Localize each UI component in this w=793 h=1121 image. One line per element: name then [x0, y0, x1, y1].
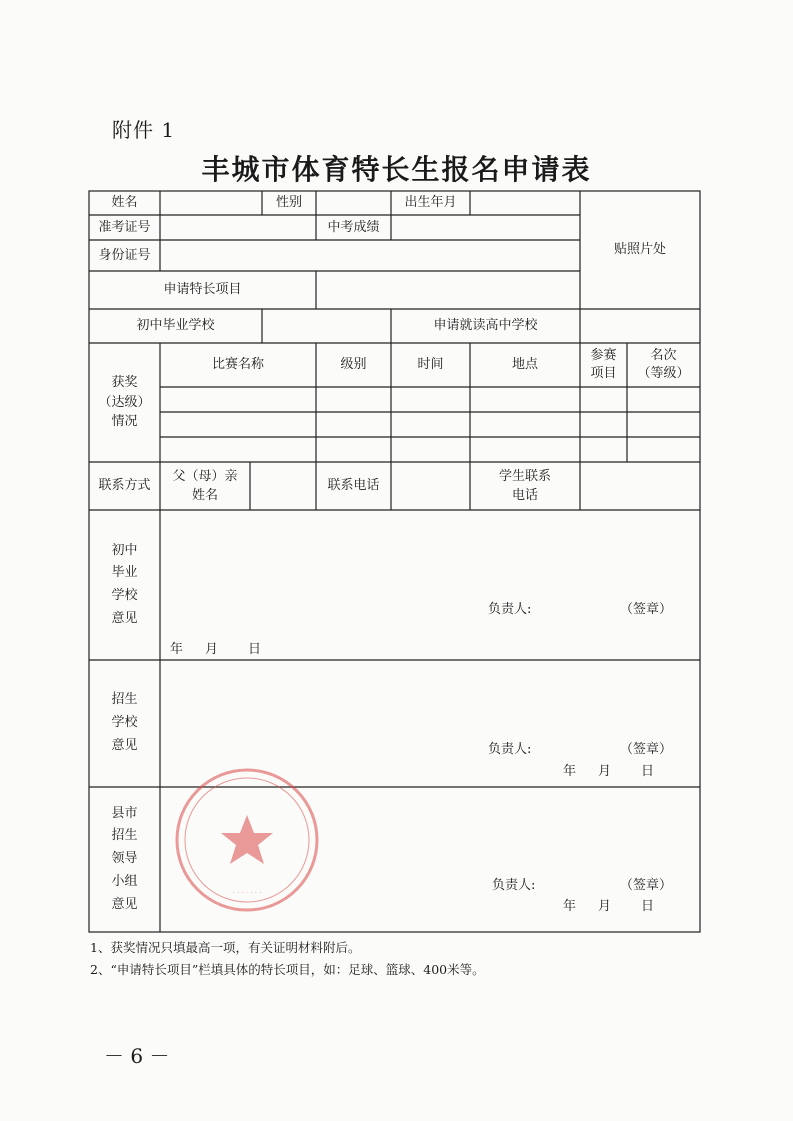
exam-score-field[interactable]	[391, 215, 580, 240]
exam-score-label: 中考成绩	[327, 219, 380, 235]
enroll-opinion-label	[89, 660, 160, 787]
responsible-label: 负责人:	[488, 602, 532, 617]
parent-name-field[interactable]	[250, 462, 316, 510]
county-opinion-line: 县市	[111, 805, 138, 821]
date-month: 月	[598, 764, 612, 779]
middle-opinion-line: 学校	[111, 588, 138, 603]
enroll-opinion-line: 意见	[111, 737, 138, 753]
seal-label: （签章）	[620, 878, 673, 893]
phone-label: 联系电话	[327, 478, 380, 494]
middle-opinion-line: 初中	[111, 542, 138, 558]
date-day: 日	[641, 899, 655, 914]
parent-name-line: 姓名	[191, 488, 218, 503]
official-seal-stamp	[172, 765, 322, 915]
student-phone-line: 电话	[511, 488, 538, 503]
county-opinion-label	[89, 787, 160, 932]
name-field[interactable]	[160, 191, 262, 215]
event-header-line: 项目	[590, 366, 617, 381]
event-header	[580, 343, 627, 387]
middle-opinion-line: 意见	[111, 610, 138, 626]
gender-label: 性别	[275, 195, 302, 211]
form-title: 丰城市体育特长生报名申请表	[201, 153, 592, 186]
specialty-label: 申请特长项目	[163, 282, 242, 298]
level-header: 级别	[340, 357, 367, 373]
exam-no-field[interactable]	[160, 215, 316, 240]
middle-opinion-line: 毕业	[111, 565, 138, 581]
date-year: 年	[563, 764, 577, 779]
place-header: 地点	[511, 357, 538, 373]
awards-label-line: （达级）	[98, 394, 151, 410]
date-day: 日	[248, 642, 262, 657]
name-label: 姓名	[111, 195, 138, 211]
middle-opinion-label	[89, 510, 160, 660]
parent-name-label	[160, 462, 250, 510]
target-school-field[interactable]	[580, 309, 700, 343]
date-day: 日	[641, 764, 655, 779]
awards-label-line: 获奖	[111, 375, 138, 391]
specialty-field[interactable]	[316, 271, 580, 309]
middle-school-label: 初中毕业学校	[136, 318, 215, 334]
gender-field[interactable]	[316, 191, 391, 215]
id-label: 身份证号	[98, 247, 151, 263]
middle-school-field[interactable]	[262, 309, 391, 343]
target-school-label: 申请就读高中学校	[433, 318, 538, 334]
page-number: － 6 －	[104, 1044, 170, 1068]
date-year: 年	[170, 642, 184, 657]
county-opinion-line: 招生	[111, 828, 138, 844]
attachment-label: 附件 1	[112, 118, 176, 142]
footnote-1: 1、获奖情况只填最高一项，有关证明材料附后。	[90, 940, 361, 955]
county-opinion-line: 领导	[111, 851, 138, 867]
rank-header-line: 名次	[650, 348, 677, 364]
county-opinion-line: 意见	[111, 896, 138, 912]
awards-label-line: 情况	[111, 414, 138, 430]
birth-label: 出生年月	[404, 195, 457, 211]
county-opinion-line: 小组	[111, 873, 138, 889]
phone-field[interactable]	[391, 462, 470, 510]
awards-label	[89, 343, 160, 462]
responsible-label: 负责人:	[488, 742, 532, 757]
event-header-line: 参赛	[590, 348, 617, 364]
student-phone-field[interactable]	[580, 462, 700, 510]
student-phone-label	[470, 462, 580, 510]
contact-label: 联系方式	[98, 478, 151, 494]
date-year: 年	[563, 899, 577, 914]
responsible-label: 负责人:	[492, 878, 536, 893]
seal-label: （签章）	[620, 742, 673, 757]
seal-label: （签章）	[620, 602, 673, 617]
enroll-opinion-line: 招生	[111, 692, 138, 708]
student-phone-line: 学生联系	[498, 468, 551, 484]
rank-header	[627, 343, 700, 387]
date-month: 月	[598, 899, 612, 914]
date-month: 月	[205, 642, 219, 657]
enroll-opinion-line: 学校	[111, 715, 138, 731]
parent-name-line: 父（母）亲	[172, 468, 238, 484]
rank-header-line: （等级）	[637, 366, 690, 381]
exam-no-label: 准考证号	[98, 219, 151, 235]
footnote-2: 2、“申请特长项目”栏填具体的特长项目，如：足球、篮球、400米等。	[90, 962, 485, 977]
id-field[interactable]	[160, 240, 580, 271]
photo-placeholder: 贴照片处	[613, 242, 666, 258]
svg-text:· · · · · · ·: · · · · · · ·	[232, 889, 262, 897]
competition-header: 比赛名称	[211, 357, 264, 373]
birth-field[interactable]	[470, 191, 580, 215]
time-header: 时间	[417, 357, 444, 373]
